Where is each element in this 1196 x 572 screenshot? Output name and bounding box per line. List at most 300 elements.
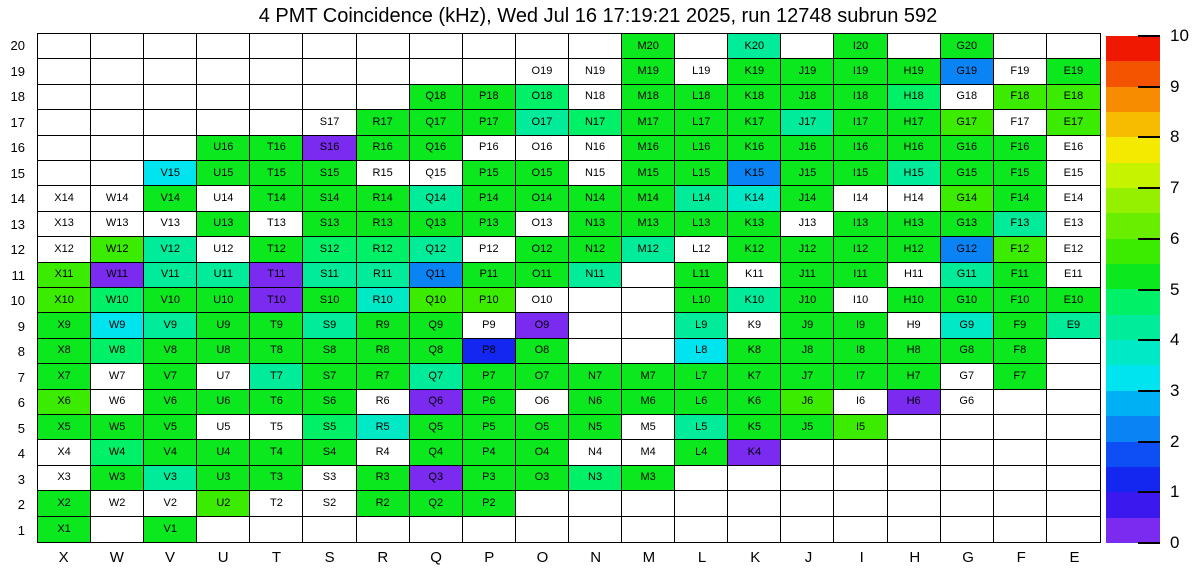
cell-E2 — [1047, 491, 1100, 516]
cell-J1 — [781, 517, 834, 542]
cell-L11: L11 — [675, 263, 728, 288]
cell-U14: U14 — [197, 186, 250, 211]
cell-L18: L18 — [675, 85, 728, 110]
cell-F3 — [994, 466, 1047, 491]
cell-N3: N3 — [569, 466, 622, 491]
cell-T12: T12 — [250, 237, 303, 262]
cell-I15: I15 — [834, 161, 887, 186]
cell-I17: I17 — [834, 110, 887, 135]
y-tick-label-4: 4 — [17, 446, 25, 462]
cell-F7: F7 — [994, 364, 1047, 389]
cell-K1 — [728, 517, 781, 542]
cell-I10: I10 — [834, 288, 887, 313]
cell-E16: E16 — [1047, 136, 1100, 161]
colorbar-band-11 — [1106, 239, 1160, 264]
cell-S4: S4 — [303, 440, 356, 465]
cell-W9: W9 — [91, 313, 144, 338]
x-tick-label-F: F — [1016, 549, 1026, 566]
colorbar-tick-label-1: 1 — [1170, 482, 1180, 502]
cell-L2 — [675, 491, 728, 516]
cell-M1 — [622, 517, 675, 542]
cell-W20 — [91, 34, 144, 59]
cell-N16: N16 — [569, 136, 622, 161]
cell-E5 — [1047, 415, 1100, 440]
cell-N17: N17 — [569, 110, 622, 135]
colorbar-tick-label-2: 2 — [1170, 431, 1180, 451]
cell-H6: H6 — [888, 390, 941, 415]
cell-P1 — [463, 517, 516, 542]
cell-T17 — [250, 110, 303, 135]
cell-L10: L10 — [675, 288, 728, 313]
cell-I5: I5 — [834, 415, 887, 440]
cell-P8: P8 — [463, 339, 516, 364]
cell-O4: O4 — [516, 440, 569, 465]
cell-E17: E17 — [1047, 110, 1100, 135]
y-tick-label-3: 3 — [17, 471, 25, 487]
cell-L9: L9 — [675, 313, 728, 338]
cell-K7: K7 — [728, 364, 781, 389]
cell-J8: J8 — [781, 339, 834, 364]
colorbar-tick-label-4: 4 — [1170, 330, 1180, 350]
cell-W6: W6 — [91, 390, 144, 415]
cell-J20 — [781, 34, 834, 59]
cell-X6: X6 — [38, 390, 91, 415]
cell-H14: H14 — [888, 186, 941, 211]
cell-G16: G16 — [941, 136, 994, 161]
cell-L14: L14 — [675, 186, 728, 211]
cell-W19 — [91, 59, 144, 84]
cell-H11: H11 — [888, 263, 941, 288]
cell-K15: K15 — [728, 161, 781, 186]
cell-K3 — [728, 466, 781, 491]
cell-H20 — [888, 34, 941, 59]
cell-H15: H15 — [888, 161, 941, 186]
cell-X11: X11 — [38, 263, 91, 288]
y-tick-label-1: 1 — [17, 522, 25, 538]
cell-V2: V2 — [144, 491, 197, 516]
cell-V4: V4 — [144, 440, 197, 465]
cell-X18 — [38, 85, 91, 110]
cell-K16: K16 — [728, 136, 781, 161]
cell-O20 — [516, 34, 569, 59]
cell-W12: W12 — [91, 237, 144, 262]
colorbar — [1106, 36, 1160, 543]
colorbar-tick-label-9: 9 — [1170, 76, 1180, 96]
cell-T20 — [250, 34, 303, 59]
x-tick-label-Q: Q — [430, 549, 442, 566]
cell-X10: X10 — [38, 288, 91, 313]
cell-R13: R13 — [357, 212, 410, 237]
cell-U10: U10 — [197, 288, 250, 313]
cell-S18 — [303, 85, 356, 110]
cell-I19: I19 — [834, 59, 887, 84]
cell-W7: W7 — [91, 364, 144, 389]
colorbar-band-2 — [1106, 467, 1160, 492]
cell-P7: P7 — [463, 364, 516, 389]
cell-R18 — [357, 85, 410, 110]
cell-M17: M17 — [622, 110, 675, 135]
cell-H3 — [888, 466, 941, 491]
cell-P4: P4 — [463, 440, 516, 465]
x-tick-label-N: N — [590, 549, 602, 566]
cell-E3 — [1047, 466, 1100, 491]
cell-R12: R12 — [357, 237, 410, 262]
cell-V3: V3 — [144, 466, 197, 491]
cell-Q5: Q5 — [410, 415, 463, 440]
cell-L17: L17 — [675, 110, 728, 135]
cell-H16: H16 — [888, 136, 941, 161]
cell-F12: F12 — [994, 237, 1047, 262]
cell-W8: W8 — [91, 339, 144, 364]
cell-E10: E10 — [1047, 288, 1100, 313]
cell-E1 — [1047, 517, 1100, 542]
cell-V5: V5 — [144, 415, 197, 440]
cell-L3 — [675, 466, 728, 491]
cell-J16: J16 — [781, 136, 834, 161]
cell-V8: V8 — [144, 339, 197, 364]
cell-V1: V1 — [144, 517, 197, 542]
cell-M16: M16 — [622, 136, 675, 161]
y-tick-label-20: 20 — [10, 38, 25, 54]
cell-P3: P3 — [463, 466, 516, 491]
cell-H4 — [888, 440, 941, 465]
cell-H8: H8 — [888, 339, 941, 364]
cell-F8: F8 — [994, 339, 1047, 364]
cell-X13: X13 — [38, 212, 91, 237]
cell-K9: K9 — [728, 313, 781, 338]
x-tick-label-I: I — [859, 549, 864, 566]
cell-T4: T4 — [250, 440, 303, 465]
cell-F11: F11 — [994, 263, 1047, 288]
cell-H2 — [888, 491, 941, 516]
cell-J11: J11 — [781, 263, 834, 288]
x-tick-label-M: M — [642, 549, 656, 566]
colorbar-band-12 — [1106, 213, 1160, 238]
cell-L19: L19 — [675, 59, 728, 84]
y-tick-label-16: 16 — [10, 140, 25, 156]
cell-S13: S13 — [303, 212, 356, 237]
cell-G1 — [941, 517, 994, 542]
y-tick-label-11: 11 — [11, 267, 25, 283]
cell-F13: F13 — [994, 212, 1047, 237]
cell-T14: T14 — [250, 186, 303, 211]
cell-L8: L8 — [675, 339, 728, 364]
cell-L20 — [675, 34, 728, 59]
cell-O10: O10 — [516, 288, 569, 313]
cell-H12: H12 — [888, 237, 941, 262]
cell-J6: J6 — [781, 390, 834, 415]
cell-R2: R2 — [357, 491, 410, 516]
x-tick-label-R: R — [377, 549, 389, 566]
cell-M5: M5 — [622, 415, 675, 440]
colorbar-tick-label-3: 3 — [1170, 380, 1180, 400]
colorbar-band-17 — [1106, 87, 1160, 112]
cell-F2 — [994, 491, 1047, 516]
colorbar-tick-label-8: 8 — [1170, 127, 1180, 147]
cell-F19: F19 — [994, 59, 1047, 84]
cell-R4: R4 — [357, 440, 410, 465]
cell-R17: R17 — [357, 110, 410, 135]
y-tick-label-15: 15 — [10, 165, 25, 181]
cell-J12: J12 — [781, 237, 834, 262]
cell-S8: S8 — [303, 339, 356, 364]
cell-V15: V15 — [144, 161, 197, 186]
cell-S20 — [303, 34, 356, 59]
cell-I13: I13 — [834, 212, 887, 237]
cell-T8: T8 — [250, 339, 303, 364]
cell-Q9: Q9 — [410, 313, 463, 338]
cell-U16: U16 — [197, 136, 250, 161]
cell-G18: G18 — [941, 85, 994, 110]
colorbar-band-8 — [1106, 315, 1160, 340]
colorbar-band-14 — [1106, 163, 1160, 188]
cell-E20 — [1047, 34, 1100, 59]
cell-V17 — [144, 110, 197, 135]
cell-P16: P16 — [463, 136, 516, 161]
cell-W5: W5 — [91, 415, 144, 440]
x-tick-label-G: G — [962, 549, 974, 566]
x-tick-label-W: W — [109, 549, 124, 566]
cell-W4: W4 — [91, 440, 144, 465]
cell-M7: M7 — [622, 364, 675, 389]
cell-N11: N11 — [569, 263, 622, 288]
colorbar-band-6 — [1106, 365, 1160, 390]
cell-H17: H17 — [888, 110, 941, 135]
cell-R20 — [357, 34, 410, 59]
cell-S12: S12 — [303, 237, 356, 262]
cell-U1 — [197, 517, 250, 542]
cell-J15: J15 — [781, 161, 834, 186]
cell-X16 — [38, 136, 91, 161]
cell-I20: I20 — [834, 34, 887, 59]
x-tick-label-K: K — [750, 549, 761, 566]
cell-T1 — [250, 517, 303, 542]
x-tick-label-L: L — [697, 549, 707, 566]
cell-L12: L12 — [675, 237, 728, 262]
cell-O16: O16 — [516, 136, 569, 161]
cell-X2: X2 — [38, 491, 91, 516]
cell-V12: V12 — [144, 237, 197, 262]
cell-P5: P5 — [463, 415, 516, 440]
cell-W2: W2 — [91, 491, 144, 516]
cell-I7: I7 — [834, 364, 887, 389]
cell-R7: R7 — [357, 364, 410, 389]
cell-Q12: Q12 — [410, 237, 463, 262]
colorbar-band-18 — [1106, 61, 1160, 86]
cell-G11: G11 — [941, 263, 994, 288]
y-tick-label-2: 2 — [17, 497, 25, 513]
cell-U12: U12 — [197, 237, 250, 262]
colorbar-band-5 — [1106, 391, 1160, 416]
cell-O15: O15 — [516, 161, 569, 186]
cell-U15: U15 — [197, 161, 250, 186]
cell-O3: O3 — [516, 466, 569, 491]
cell-W13: W13 — [91, 212, 144, 237]
cell-Q4: Q4 — [410, 440, 463, 465]
x-tick-label-V: V — [165, 549, 176, 566]
colorbar-band-13 — [1106, 188, 1160, 213]
cell-G4 — [941, 440, 994, 465]
cell-R19 — [357, 59, 410, 84]
cell-N4: N4 — [569, 440, 622, 465]
cell-E8 — [1047, 339, 1100, 364]
cell-F5 — [994, 415, 1047, 440]
cell-T3: T3 — [250, 466, 303, 491]
cell-F6 — [994, 390, 1047, 415]
cell-L6: L6 — [675, 390, 728, 415]
cell-U3: U3 — [197, 466, 250, 491]
colorbar-band-0 — [1106, 518, 1160, 543]
cell-F16: F16 — [994, 136, 1047, 161]
colorbar-tick-label-7: 7 — [1170, 178, 1180, 198]
x-tick-label-U: U — [217, 549, 229, 566]
cell-O6: O6 — [516, 390, 569, 415]
cell-E19: E19 — [1047, 59, 1100, 84]
x-tick-label-E: E — [1069, 549, 1080, 566]
cell-L4: L4 — [675, 440, 728, 465]
cell-O2 — [516, 491, 569, 516]
colorbar-band-10 — [1106, 264, 1160, 289]
cell-Q6: Q6 — [410, 390, 463, 415]
y-tick-label-8: 8 — [17, 344, 25, 360]
cell-O1 — [516, 517, 569, 542]
cell-N10 — [569, 288, 622, 313]
cell-X5: X5 — [38, 415, 91, 440]
cell-N19: N19 — [569, 59, 622, 84]
cell-T5: T5 — [250, 415, 303, 440]
cell-G9: G9 — [941, 313, 994, 338]
cell-G17: G17 — [941, 110, 994, 135]
cell-U13: U13 — [197, 212, 250, 237]
cell-T15: T15 — [250, 161, 303, 186]
cell-U18 — [197, 85, 250, 110]
cell-N1 — [569, 517, 622, 542]
cell-M11 — [622, 263, 675, 288]
cell-W3: W3 — [91, 466, 144, 491]
cell-V19 — [144, 59, 197, 84]
cell-X15 — [38, 161, 91, 186]
cell-W14: W14 — [91, 186, 144, 211]
cell-E11: E11 — [1047, 263, 1100, 288]
cell-W10: W10 — [91, 288, 144, 313]
cell-U17 — [197, 110, 250, 135]
cell-I18: I18 — [834, 85, 887, 110]
cell-S9: S9 — [303, 313, 356, 338]
cell-S3: S3 — [303, 466, 356, 491]
colorbar-tick-label-10: 10 — [1170, 26, 1189, 45]
cell-M19: M19 — [622, 59, 675, 84]
cell-E14: E14 — [1047, 186, 1100, 211]
y-tick-label-5: 5 — [17, 420, 25, 436]
cell-V10: V10 — [144, 288, 197, 313]
cell-N6: N6 — [569, 390, 622, 415]
cell-X4: X4 — [38, 440, 91, 465]
cell-O19: O19 — [516, 59, 569, 84]
cell-F15: F15 — [994, 161, 1047, 186]
cell-J5: J5 — [781, 415, 834, 440]
cell-Q11: Q11 — [410, 263, 463, 288]
cell-K19: K19 — [728, 59, 781, 84]
cell-V18 — [144, 85, 197, 110]
cell-U9: U9 — [197, 313, 250, 338]
cell-K20: K20 — [728, 34, 781, 59]
cell-O18: O18 — [516, 85, 569, 110]
cell-F20 — [994, 34, 1047, 59]
cell-K14: K14 — [728, 186, 781, 211]
cell-F14: F14 — [994, 186, 1047, 211]
cell-R11: R11 — [357, 263, 410, 288]
cell-U11: U11 — [197, 263, 250, 288]
cell-P18: P18 — [463, 85, 516, 110]
x-tick-label-X: X — [58, 549, 69, 566]
cell-X14: X14 — [38, 186, 91, 211]
cell-K13: K13 — [728, 212, 781, 237]
cell-W15 — [91, 161, 144, 186]
cell-N20 — [569, 34, 622, 59]
cell-J4 — [781, 440, 834, 465]
cell-M20: M20 — [622, 34, 675, 59]
cell-S1 — [303, 517, 356, 542]
cell-Q8: Q8 — [410, 339, 463, 364]
cell-K10: K10 — [728, 288, 781, 313]
cell-M3: M3 — [622, 466, 675, 491]
cell-O8: O8 — [516, 339, 569, 364]
cell-E7 — [1047, 364, 1100, 389]
cell-Q10: Q10 — [410, 288, 463, 313]
cell-J19: J19 — [781, 59, 834, 84]
cell-R3: R3 — [357, 466, 410, 491]
cell-R8: R8 — [357, 339, 410, 364]
cell-O13: O13 — [516, 212, 569, 237]
cell-T6: T6 — [250, 390, 303, 415]
cell-J17: J17 — [781, 110, 834, 135]
cell-S14: S14 — [303, 186, 356, 211]
x-tick-label-T: T — [271, 549, 281, 566]
cell-P10: P10 — [463, 288, 516, 313]
y-tick-label-18: 18 — [10, 89, 25, 105]
cell-X19 — [38, 59, 91, 84]
cell-I12: I12 — [834, 237, 887, 262]
y-tick-label-14: 14 — [10, 191, 25, 207]
cell-F17: F17 — [994, 110, 1047, 135]
y-tick-label-13: 13 — [10, 216, 25, 232]
cell-G19: G19 — [941, 59, 994, 84]
heatmap-grid — [37, 33, 1101, 543]
cell-W16 — [91, 136, 144, 161]
cell-P20 — [463, 34, 516, 59]
cell-H5 — [888, 415, 941, 440]
cell-M6: M6 — [622, 390, 675, 415]
cell-K5: K5 — [728, 415, 781, 440]
cell-R5: R5 — [357, 415, 410, 440]
cell-J18: J18 — [781, 85, 834, 110]
cell-S15: S15 — [303, 161, 356, 186]
y-tick-label-19: 19 — [10, 63, 25, 79]
cell-V13: V13 — [144, 212, 197, 237]
cell-N13: N13 — [569, 212, 622, 237]
x-tick-label-H: H — [909, 549, 921, 566]
y-tick-label-6: 6 — [17, 395, 25, 411]
cell-U7: U7 — [197, 364, 250, 389]
cell-X20 — [38, 34, 91, 59]
cell-W1 — [91, 517, 144, 542]
cell-S16: S16 — [303, 136, 356, 161]
cell-R16: R16 — [357, 136, 410, 161]
cell-G14: G14 — [941, 186, 994, 211]
cell-H19: H19 — [888, 59, 941, 84]
cell-M13: M13 — [622, 212, 675, 237]
cell-X7: X7 — [38, 364, 91, 389]
